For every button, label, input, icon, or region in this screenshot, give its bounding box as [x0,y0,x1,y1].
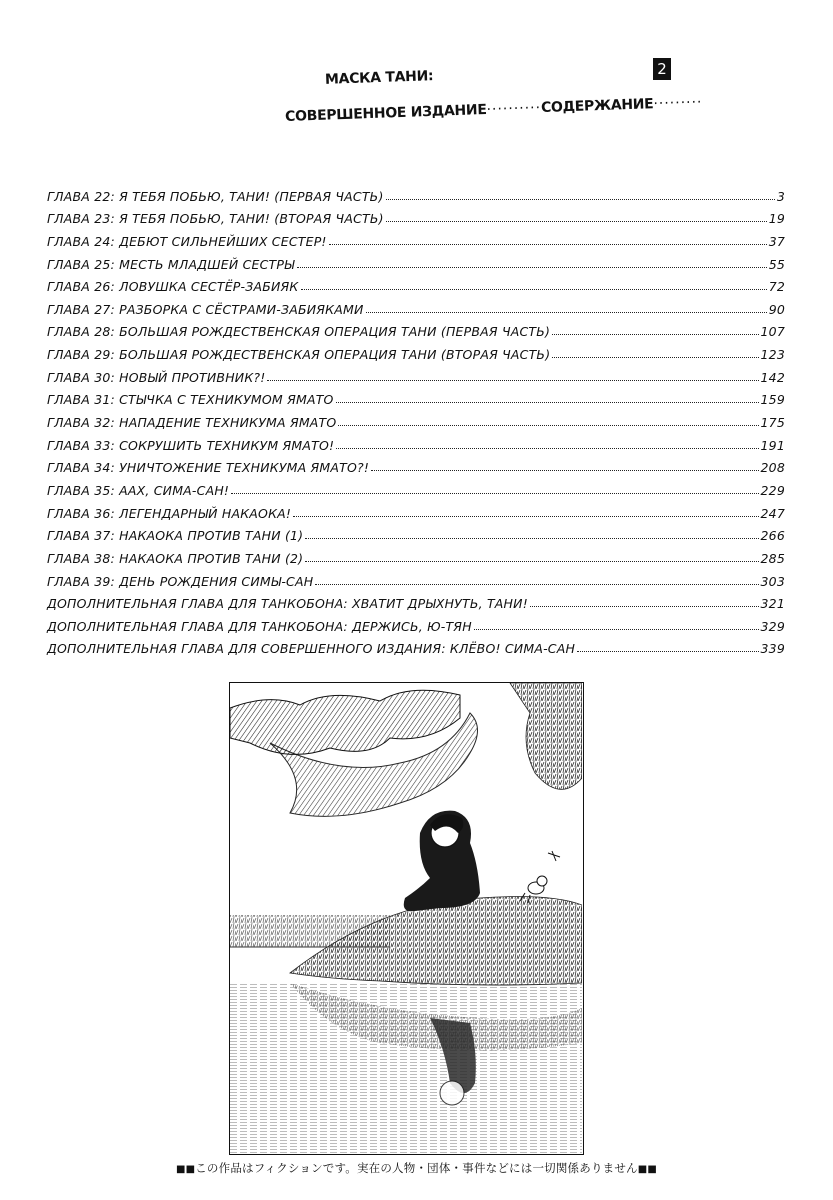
toc-entry-page: 175 [760,415,785,431]
lake-scene-drawing [230,683,582,1153]
toc-dot-leader [305,538,758,539]
toc-entry-title: ГЛАВА 28: БОЛЬШАЯ РОЖДЕСТВЕНСКАЯ ОПЕРАЦИЯ ТАНИ (ПЕРВАЯ ЧАСТЬ) [47,324,551,340]
toc-entry [47,294,785,317]
series-title: МАСКА ТАНИ: [324,68,434,88]
toc-dot-leader [336,448,758,449]
toc-dot-leader [474,629,759,630]
toc-dot-leader [315,584,758,585]
toc-entry [47,204,785,227]
toc-entry-title: ДОПОЛНИТЕЛЬНАЯ ГЛАВА ДЛЯ СОВЕРШЕННОГО ИЗДАНИЯ: КЛЁВО! СИМА-САН [47,641,576,657]
contents-label: СОДЕРЖАНИЕ [540,96,654,117]
toc-entry-page: 329 [760,618,785,634]
toc-entry-title: ГЛАВА 29: БОЛЬШАЯ РОЖДЕСТВЕНСКАЯ ОПЕРАЦИЯ ТАНИ (ВТОРАЯ ЧАСТЬ) [47,347,551,363]
toc-entry-page: 321 [760,596,785,612]
toc-entry [47,498,785,521]
toc-entry-page: 229 [760,482,785,498]
toc-entry [47,543,785,566]
page-number-badge: 2 [653,58,671,80]
toc-dot-leader [297,267,767,268]
toc-dot-leader [577,651,758,652]
toc-entry [47,407,785,430]
toc-entry [47,453,785,476]
disclaimer-footer [0,1160,833,1176]
toc-dot-leader [267,380,758,381]
toc-entry-page: 191 [760,437,785,453]
toc-entry-page: 3 [776,188,785,204]
toc-entry [47,521,785,544]
toc-dot-leader [386,221,767,222]
toc-entry-page: 90 [768,301,785,317]
toc-entry-title: ГЛАВА 23: Я ТЕБЯ ПОБЬЮ, ТАНИ! (ВТОРАЯ ЧАСТЬ) [47,211,384,227]
toc-dot-leader [305,561,758,562]
toc-entry-page: 208 [760,460,785,476]
footer-marker-left: ■■ [175,1164,196,1175]
toc-dot-leader [371,470,758,471]
toc-entry-title: ГЛАВА 25: МЕСТЬ МЛАДШЕЙ СЕСТРЫ [47,256,295,272]
toc-entry [47,634,785,657]
toc-dot-leader [293,516,758,517]
toc-entry-page: 19 [768,211,785,227]
toc-entry [47,611,785,634]
contents-header [285,62,705,132]
toc-entry [47,566,785,589]
toc-entry-title: ДОПОЛНИТЕЛЬНАЯ ГЛАВА ДЛЯ ТАНКОБОНА: ХВАТИТ ДРЫХНУТЬ, ТАНИ! [47,596,528,612]
toc-entry [47,385,785,408]
toc-entry [47,181,785,204]
toc-dot-leader [336,402,759,403]
toc-entry-title: ГЛАВА 27: РАЗБОРКА С СЁСТРАМИ-ЗАБИЯКАМИ [47,301,364,317]
toc-entry-title: ГЛАВА 33: СОКРУШИТЬ ТЕХНИКУМ ЯМАТО! [47,437,335,453]
toc-entry-title: ГЛАВА 30: НОВЫЙ ПРОТИВНИК?! [47,369,266,385]
toc-entry-page: 72 [768,279,785,295]
toc-entry-page: 159 [760,392,785,408]
header-line-2 [284,94,703,125]
toc-entry [47,272,785,295]
footer-marker-right: ■■ [637,1164,658,1175]
toc-dot-leader [386,199,775,200]
toc-dot-leader [552,357,758,358]
toc-dot-leader [231,493,758,494]
manga-illustration [229,682,584,1155]
toc-entry [47,249,785,272]
toc-entry-title: ГЛАВА 22: Я ТЕБЯ ПОБЬЮ, ТАНИ! (ПЕРВАЯ ЧАСТЬ) [47,188,384,204]
toc-entry-title: ГЛАВА 26: ЛОВУШКА СЕСТЁР-ЗАБИЯК [47,279,299,295]
toc-entry-page: 285 [760,550,785,566]
toc-entry-page: 142 [760,369,785,385]
toc-entry-page: 303 [760,573,785,589]
header-dots: ·········· [486,100,542,118]
toc-entry-title: ГЛАВА 31: СТЫЧКА С ТЕХНИКУМОМ ЯМАТО [47,392,334,408]
toc-entry-title: ГЛАВА 32: НАПАДЕНИЕ ТЕХНИКУМА ЯМАТО [47,415,337,431]
toc-entry [47,475,785,498]
toc-dot-leader [338,425,758,426]
toc-entry-page: 107 [760,324,785,340]
edition-label: СОВЕРШЕННОЕ ИЗДАНИЕ [284,101,487,125]
toc-entry-page: 247 [760,505,785,521]
toc-entry-page: 37 [768,233,785,249]
toc-entry-page: 123 [760,347,785,363]
toc-entry [47,339,785,362]
toc-dot-leader [530,606,759,607]
table-of-contents [47,181,785,656]
toc-dot-leader [366,312,767,313]
toc-entry-title: ГЛАВА 35: ААХ, СИМА-САН! [47,482,230,498]
disclaimer-text: この作品はフィクションです。実在の人物・団体・事件などには一切関係ありません [195,1161,638,1175]
toc-dot-leader [329,244,767,245]
toc-dot-leader [552,334,758,335]
toc-entry-title: ГЛАВА 39: ДЕНЬ РОЖДЕНИЯ СИМЫ-САН [47,573,314,589]
toc-entry [47,362,785,385]
header-dots: ········· [653,94,703,113]
toc-entry-title: ГЛАВА 38: НАКАОКА ПРОТИВ ТАНИ (2) [47,550,304,566]
toc-entry-title: ГЛАВА 36: ЛЕГЕНДАРНЫЙ НАКАОКА! [47,505,292,521]
toc-dot-leader [301,289,767,290]
toc-entry-title: ГЛАВА 37: НАКАОКА ПРОТИВ ТАНИ (1) [47,528,304,544]
toc-entry-page: 55 [768,256,785,272]
toc-entry-page: 266 [760,528,785,544]
toc-entry [47,430,785,453]
toc-entry [47,589,785,612]
toc-entry [47,226,785,249]
toc-entry-title: ДОПОЛНИТЕЛЬНАЯ ГЛАВА ДЛЯ ТАНКОБОНА: ДЕРЖИСЬ, Ю-ТЯН [47,618,472,634]
toc-entry-title: ГЛАВА 34: УНИЧТОЖЕНИЕ ТЕХНИКУМА ЯМАТО?! [47,460,370,476]
toc-entry-title: ГЛАВА 24: ДЕБЮТ СИЛЬНЕЙШИХ СЕСТЕР! [47,233,327,249]
toc-entry-page: 339 [760,641,785,657]
toc-entry [47,317,785,340]
